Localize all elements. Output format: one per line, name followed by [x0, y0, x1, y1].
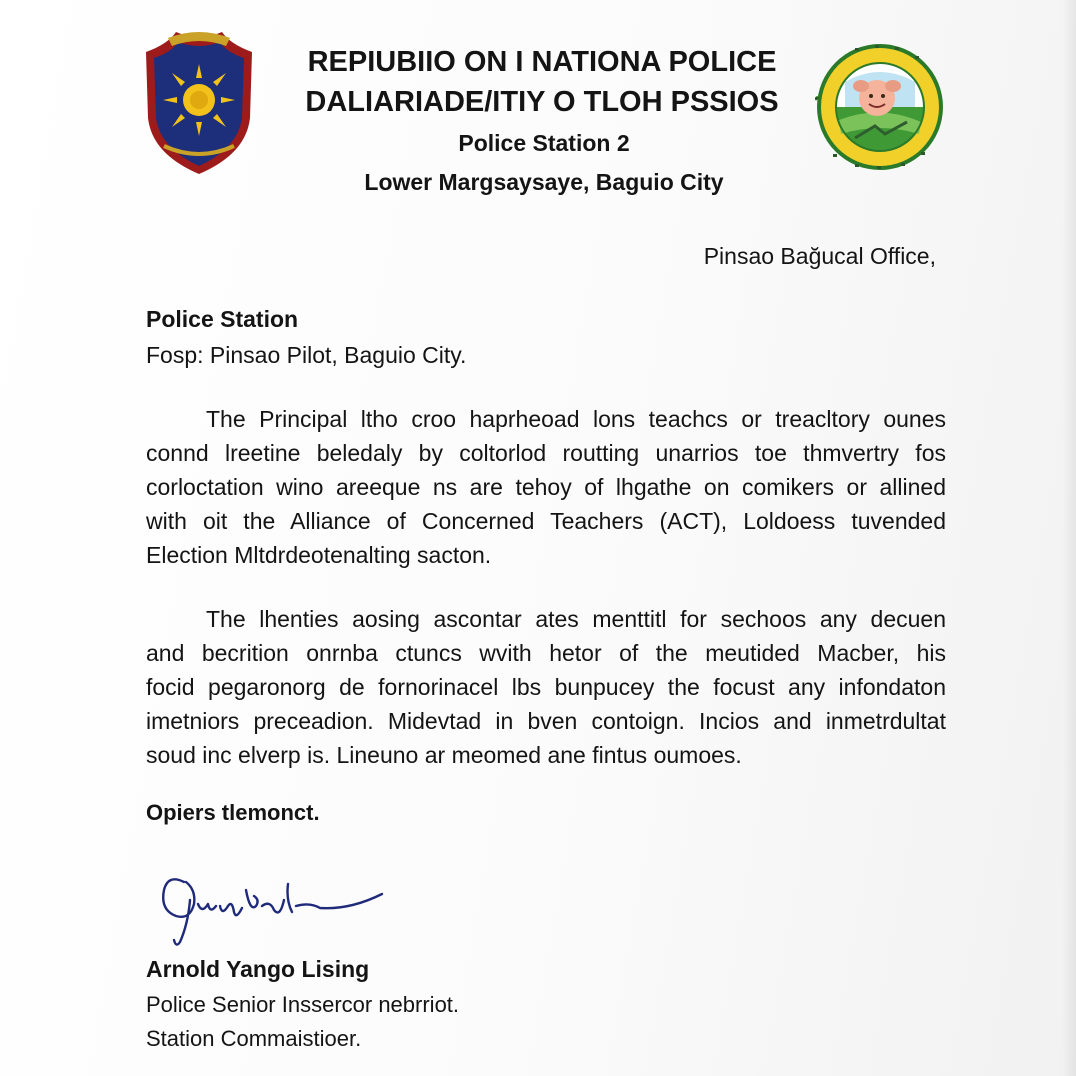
closing-line: Opiers tlemonct.: [146, 800, 320, 825]
paragraph-line: and becrition onrnba ctuncs wvith hetor of the meutided Macber, his: [146, 640, 946, 666]
paragraph-line: The Principal ltho croo haprheoad lons teachcs or treacltory ounes: [206, 406, 946, 432]
paragraph-line: corloctation wino areeque ns are tehoy of lhgathe on comikers or allined: [146, 474, 946, 500]
signature-image: [150, 860, 390, 950]
recipient-title: Police Station: [146, 306, 299, 332]
signatory-name: Arnold Yango Lising: [146, 956, 370, 982]
body-paragraph-1: [146, 402, 946, 572]
paragraph-line: The lhenties aosing ascontar ates menttitl for sechoos any decuen: [206, 606, 946, 632]
signatory-title: Station Commaistioer.: [146, 1026, 362, 1051]
body-paragraph-2: [146, 602, 946, 772]
letterhead-address: Lower Margsaysaye, Baguio City: [364, 169, 724, 195]
paragraph-line: connd lreetine beledaly by coltorlod routting unarrios toe thmvertry fos: [146, 440, 946, 466]
recipient-office: Pinsao Bağucal Office,: [703, 243, 936, 269]
paragraph-line: soud inc elverp is. Lineuno ar meomed ane fintus oumoes.: [146, 742, 742, 768]
city-seal-icon: [815, 42, 945, 172]
paragraph-line: with oit the Alliance of Concerned Teachers (ACT), Loldoess tuvended: [146, 508, 946, 534]
letterhead-station: Police Station 2: [458, 130, 630, 156]
signatory-rank: Police Senior Inssercor nebrriot.: [146, 992, 460, 1017]
letterhead-agency-line: REPIUBIIO ON I NATIONA POLICE: [307, 46, 777, 78]
paragraph-line: Election Mltdrdeotenalting sacton.: [146, 542, 492, 568]
paragraph-line: focid pegaronorg de fornorinacel lbs bunpucey the focust any infondaton: [146, 674, 946, 700]
letterhead-office-line: DALIARIADE/ITIY O TLOH PSSIOS: [305, 86, 779, 118]
recipient-place: Fosp: Pinsao Pilot, Baguio City.: [146, 342, 467, 368]
paragraph-line: imetniors preceadion. Midevtad in bven contoign. Incios and inmetrdultat: [146, 708, 946, 734]
